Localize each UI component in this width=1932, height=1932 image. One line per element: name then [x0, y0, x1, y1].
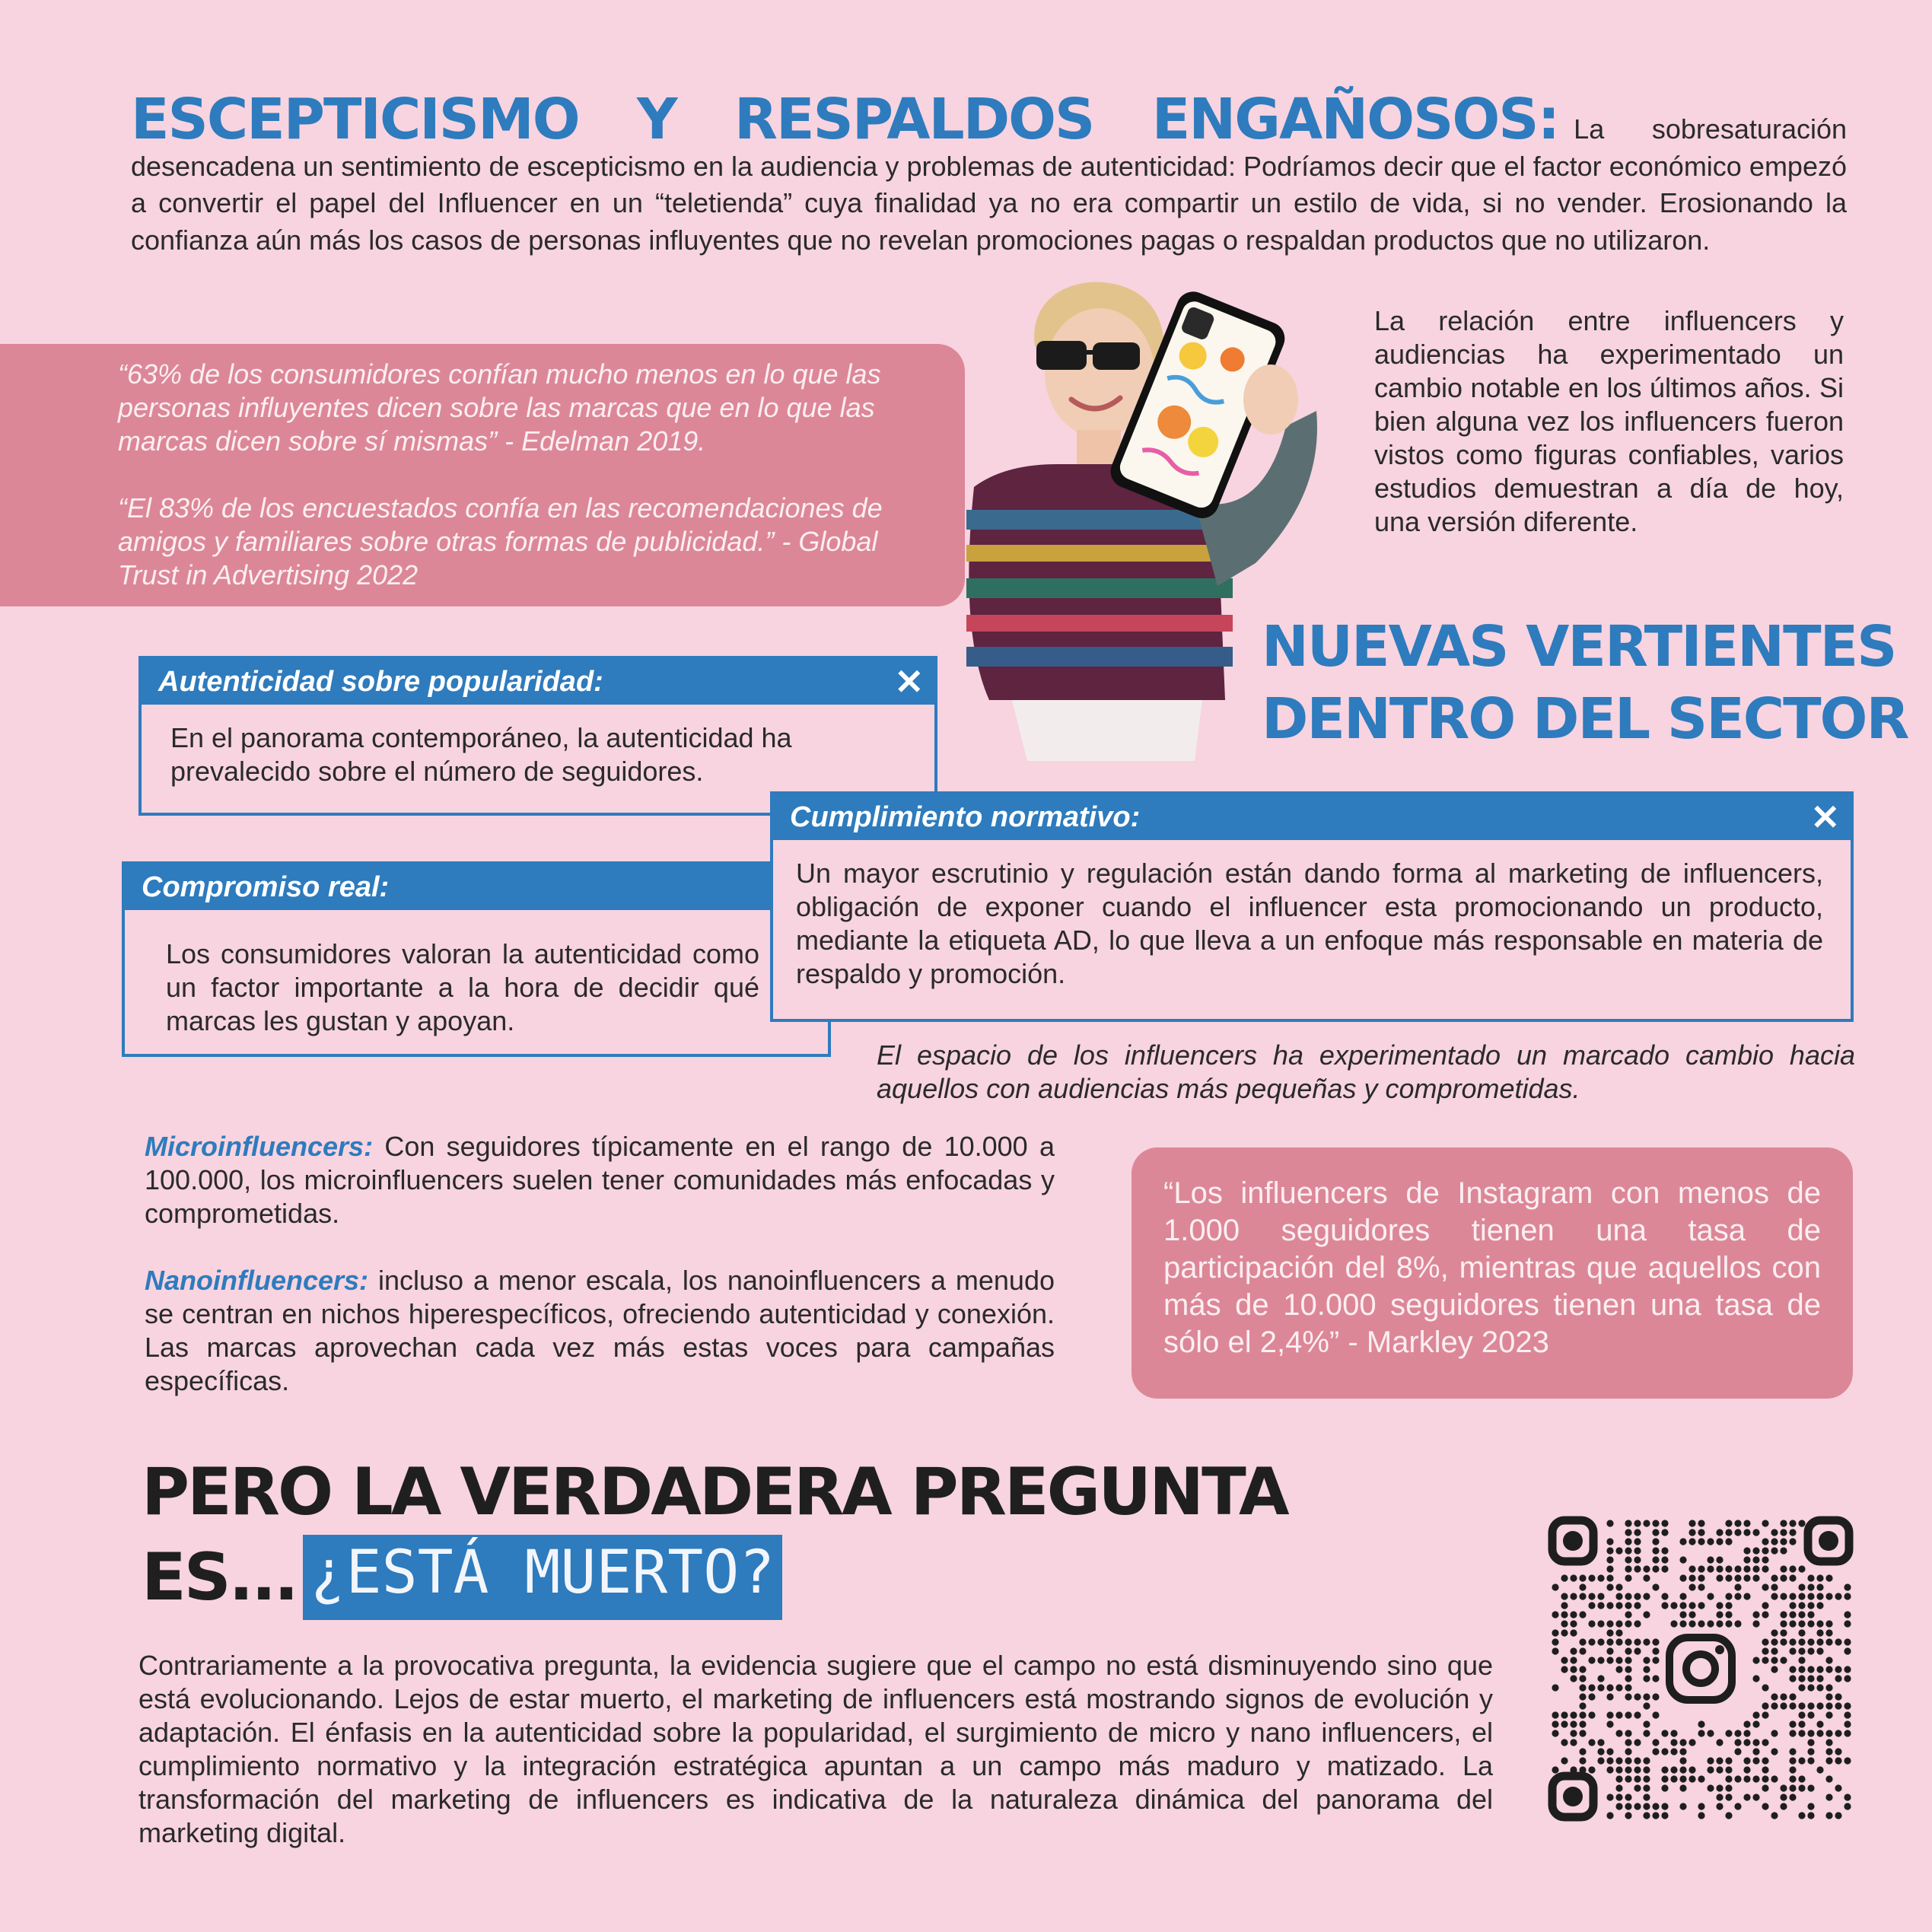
window-titlebar [773, 794, 1851, 840]
esta-muerto-highlight: ¿ESTÁ MUERTO? [303, 1535, 782, 1620]
nano-label: Nanoinfluencers: [145, 1265, 369, 1296]
nano-text: incluso a menor escala, los nanoinfluencers a menudo se centran en nichos hiperespecíficos, ofreciendo autenticidad y conexión. Las marcas aprovechan cada vez más estas voces para campañas específicas. [145, 1265, 1055, 1396]
window-title: Compromiso real: [142, 871, 390, 903]
espacio-paragraph: El espacio de los influencers ha experimentado un marcado cambio hacia aquellos con audiencias más pequeñas y comprometidas. [877, 1039, 1855, 1104]
window-body: En el panorama contemporáneo, la autenticidad ha prevalecido sobre el número de seguidores. [170, 722, 792, 787]
nuevas-line-2: DENTRO DEL SECTOR [1262, 686, 1908, 752]
window-titlebar [125, 864, 828, 910]
global-trust-quote: “El 83% de los encuestados confía en las recomendaciones de amigos y familiares sobre otras formas de publicidad.” - Global Trust in Advertising 2022 [118, 492, 883, 590]
quote-banner [0, 344, 965, 606]
window-body: Un mayor escrutinio y regulación están dando forma al marketing de influencers, obligación de exponer cuando el influencer esta promocionando un producto, mediante la etiqueta AD, lo que lleva a un enfoque más responsable en materia de respaldo y promoción. [796, 858, 1823, 989]
pero-prefix: ES... [142, 1539, 297, 1615]
window-compromiso [122, 861, 831, 1057]
nuevas-line-1: NUEVAS VERTIENTES [1262, 614, 1896, 680]
window-body: Los consumidores valoran la autenticidad como un factor importante a la hora de decidir qué marcas les gustan y apoyan. [166, 938, 759, 1036]
window-titlebar [142, 659, 934, 705]
window-title: Autenticidad sobre popularidad: [158, 666, 603, 698]
markley-quote: “Los influencers de Instagram con menos de 1.000 seguidores tienen una tasa de participación del 8%, mientras que aquellos con más de 10.000 seguidores tienen una tasa de sólo el 2,4%” - Markley 2023 [1163, 1176, 1821, 1359]
micro-text: Con seguidores típicamente en el rango de 10.000 a 100.000, los microinfluencers suelen tener comunidades más enfocadas y comprometidas. [145, 1131, 1055, 1229]
close-icon[interactable]: ✕ [894, 662, 924, 702]
nuevas-vertientes-heading [1262, 611, 1916, 756]
pero-heading [142, 1450, 1359, 1620]
window-cumplimiento [770, 791, 1854, 1022]
pero-line-1: PERO LA VERDADERA PREGUNTA [142, 1454, 1287, 1530]
edelman-quote: “63% de los consumidores confían mucho menos en lo que las personas influyentes dicen sobre las marcas que en lo que las marcas dicen sobre sí mismas” - Edelman 2019. [118, 358, 881, 457]
relacion-paragraph: La relación entre influencers y audiencias ha experimentado un cambio notable en los últimos años. Si bien alguna vez los influencers fueron vistos como figuras confiables, varios estudios demuestran a día de hoy, una versión diferente. [1374, 305, 1844, 537]
intro-text: La sobresaturación desencadena un sentimiento de escepticismo en la audiencia y problemas de autenticidad: Podríamos decir que el factor económico empezó a convertir el papel del Influencer en un “teletienda” cuya finalidad ya no era compartir un estilo de vida, si no vender. Erosionando la confianza aún más los casos de personas influyentes que no revelan promociones pagas o respaldan productos que no utilizaron. [131, 113, 1848, 256]
influencer-types [145, 1130, 1055, 1431]
window-title: Cumplimiento normativo: [790, 801, 1141, 833]
intro-section [131, 87, 1848, 259]
contra-paragraph: Contrariamente a la provocativa pregunta, la evidencia sugiere que el campo no está disminuyendo sino que está evolucionando. Lejos de estar muerto, el marketing de influencers está mostrando signos de evolución y adaptación. El énfasis en la autenticidad sobre la popularidad, el surgimiento de micro y nano influencers, el cumplimiento normativo y la integración estratégica apuntan a un campo más maduro y matizado. La transformación del marketing de influencers es indicativa de la naturaleza dinámica del panorama del marketing digital. [138, 1650, 1493, 1848]
qr-code[interactable] [1548, 1516, 1854, 1822]
close-icon[interactable]: ✕ [1810, 797, 1840, 837]
micro-label: Microinfluencers: [145, 1131, 374, 1162]
markley-quote-box [1132, 1147, 1853, 1399]
nano-paragraph [145, 1264, 1055, 1398]
main-heading: ESCEPTICISMO Y RESPALDOS ENGAÑOSOS: [131, 87, 1559, 152]
pero-line-2 [142, 1535, 1359, 1620]
micro-paragraph [145, 1130, 1055, 1230]
